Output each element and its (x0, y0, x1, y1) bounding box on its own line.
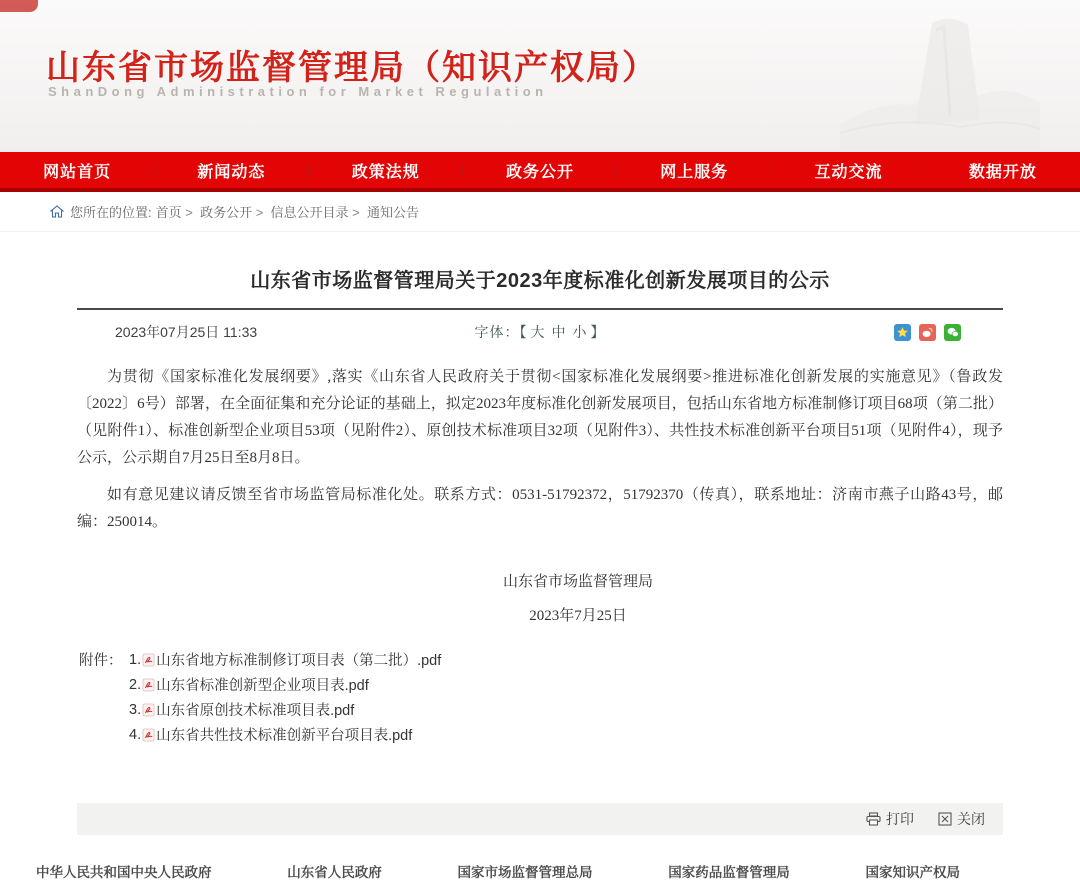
attachment-link[interactable]: 山东省地方标准制修订项目表（第二批）.pdf (156, 653, 442, 669)
nav-item-open-data[interactable] (926, 159, 1080, 182)
nav-item-policy[interactable] (309, 159, 463, 182)
breadcrumb (0, 192, 1080, 232)
weibo-share-icon[interactable] (919, 324, 936, 341)
signature-block (115, 570, 1041, 625)
font-size-label: 字体： (474, 324, 520, 340)
font-size-control (377, 322, 703, 342)
print-button-label: 打印 (886, 811, 914, 827)
article-body (77, 364, 1003, 625)
article-paragraph-1: 为贯彻《国家标准化发展纲要》,落实《山东省人民政府关于贯彻<国家标准化发展纲要>推进标准化创新发展的实施意见》（鲁政发〔2022〕6号）部署，在全面征集和充分论证的基础上，拟定2023年度标准化创新发展项目，包括山东省地方标准制修订项目68项（第二批）（见附件1）、标准创新型企业项目53项（见附件2）、原创技术标准项目32项（见附件3）、共性技术标准创新平台项目51项（见附件4），现予公示，公示期自7月25日至8月8日。 (77, 369, 1003, 466)
pdf-file-icon (142, 703, 155, 717)
attachment-index: 3. (129, 701, 142, 718)
breadcrumb-item-gov-affairs[interactable]: > 政务公开 (182, 202, 252, 221)
font-bracket-close: 】 (590, 324, 606, 340)
signature-date: 2023年7月25日 (529, 608, 627, 624)
nav-item-open-data-label[interactable]: | 数据开放 (968, 163, 1037, 181)
nav-item-home-label[interactable]: 网站首页 (43, 163, 112, 181)
location-home-icon (50, 205, 64, 218)
nav-item-interaction[interactable] (771, 159, 925, 182)
site-subtitle: ShanDong Administration for Market Regulation (48, 84, 548, 99)
attachment-index: 4. (129, 726, 142, 743)
pdf-file-icon (142, 653, 155, 667)
attachment-row (77, 722, 1003, 747)
nav-item-news-label[interactable]: | 新闻动态 (197, 163, 266, 181)
article-paragraph-2: 如有意见建议请反馈至省市场监管局标准化处。联系方式：0531-51792372，51792370（传真），联系地址：济南市燕子山路43号，邮编：250014。 (77, 487, 1003, 530)
attachment-row (77, 672, 1003, 697)
pdf-file-icon (142, 728, 155, 742)
article-actions-bar (77, 803, 1003, 835)
nav-item-news[interactable] (154, 159, 308, 182)
printer-icon (866, 812, 881, 826)
close-button[interactable] (938, 809, 985, 829)
main-navigation (0, 152, 1080, 192)
print-button[interactable] (866, 809, 914, 829)
article-container (0, 232, 1080, 835)
attachments-list (77, 647, 1003, 747)
wechat-share-icon[interactable] (944, 324, 961, 341)
breadcrumb-item-notices[interactable]: > 通知公告 (349, 202, 419, 221)
font-bracket-open: 【 (519, 324, 528, 340)
mountain-watermark-image (840, 5, 1040, 150)
pdf-file-icon (142, 678, 155, 692)
site-banner (0, 0, 1080, 152)
site-title: 山东省市场监督管理局（知识产权局） (46, 49, 658, 87)
attachment-row (77, 647, 1003, 672)
corner-decoration (0, 0, 38, 12)
font-size-small-button[interactable]: 小 (572, 324, 588, 340)
breadcrumb-prefix: 您所在的位置: (70, 205, 152, 220)
breadcrumb-item-home[interactable]: 首页 (155, 205, 182, 220)
footer-link-cnipa[interactable]: 国家知识产权局 (865, 865, 960, 880)
close-icon (938, 812, 952, 826)
nav-item-policy-label[interactable]: | 政策法规 (351, 163, 420, 181)
signature-issuer: 山东省市场监督管理局 (502, 574, 653, 590)
nav-item-home[interactable] (0, 159, 154, 182)
attachment-index: 1. (129, 651, 142, 668)
attachment-link[interactable]: 山东省共性技术标准创新平台项目表.pdf (156, 728, 413, 744)
nav-item-gov-affairs[interactable] (463, 159, 617, 182)
footer-link-nmpa[interactable]: 国家药品监督管理局 (668, 865, 790, 880)
nav-item-online-service[interactable] (617, 159, 771, 182)
qzone-share-icon[interactable] (894, 324, 911, 341)
nav-item-interaction-label[interactable]: | 互动交流 (814, 163, 883, 181)
attachment-row (77, 697, 1003, 722)
footer-links (36, 861, 960, 881)
breadcrumb-item-info-catalog[interactable]: > 信息公开目录 (252, 202, 348, 221)
font-size-large-button[interactable]: 大 (530, 324, 546, 340)
nav-item-gov-affairs-label[interactable]: | 政务公开 (505, 163, 574, 181)
footer-link-samr[interactable]: 国家市场监督管理总局 (457, 865, 593, 880)
nav-item-online-service-label[interactable]: | 网上服务 (660, 163, 729, 181)
close-button-label: 关闭 (957, 811, 985, 827)
attachment-link[interactable]: 山东省标准创新型企业项目表.pdf (156, 678, 369, 694)
attachment-link[interactable]: 山东省原创技术标准项目表.pdf (156, 703, 355, 719)
footer-link-shandong-gov[interactable]: 山东省人民政府 (287, 865, 382, 880)
footer-link-central-gov[interactable]: 中华人民共和国中央人民政府 (36, 865, 212, 880)
attachments-label: 附件： (79, 653, 123, 669)
publish-date: 2023年07月25日 11:33 (115, 324, 258, 340)
site-footer (0, 835, 1080, 881)
article-meta-row (77, 310, 1003, 354)
font-size-medium-button[interactable]: 中 (551, 324, 567, 340)
attachment-index: 2. (129, 676, 142, 693)
article-title: 山东省市场监督管理局关于2023年度标准化创新发展项目的公示 (250, 270, 830, 292)
share-buttons (703, 324, 1003, 341)
